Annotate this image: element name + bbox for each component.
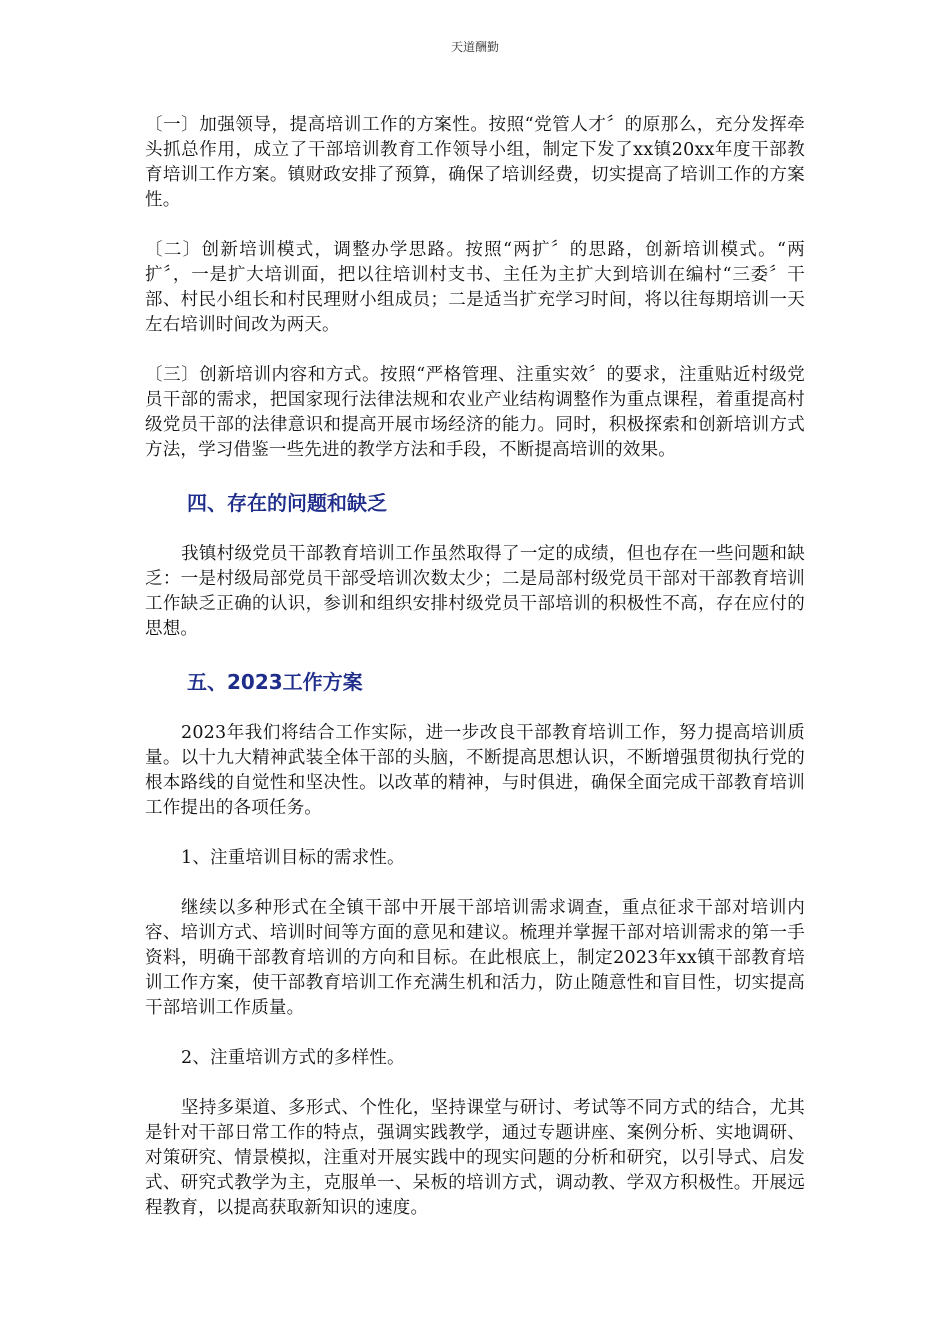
paragraph-problems: 我镇村级党员干部教育培训工作虽然取得了一定的成绩，但也存在一些问题和缺乏：一是村级局部党员干部受培训次数太少；二是局部村级党员干部对干部教育培训工作缺乏正确的认识，参训和组织安排村级党员干部培训的积极性不高，存在应付的思想。 <box>145 544 805 639</box>
page-header: 天道酬勤 <box>450 40 499 54</box>
document-body <box>145 113 805 1246</box>
item-title-diversity: 2、注重培训方式的多样性。 <box>181 1048 405 1068</box>
section-heading-plan: 五、2023工作方案 <box>187 670 363 694</box>
paragraph-leadership: 〔一〕加强领导，提高培训工作的方案性。按照“党管人才〞的原那么，充分发挥牵头抓总作用，成立了干部培训教育工作领导小组，制定下发了xx镇20xx年度干部教育培训工作方案。镇财政安排了预算，确保了培训经费，切实提高了培训工作的方案性。 <box>145 115 805 210</box>
paragraph-training-mode: 〔二〕创新培训模式，调整办学思路。按照“两扩〞的思路，创新培训模式。“两扩〞，一是扩大培训面，把以往培训村支书、主任为主扩大到培训在编村“三委〞干部、村民小组长和村民理财小组成员；二是适当扩充学习时间，将以往每期培训一天左右培训时间改为两天。 <box>145 240 805 335</box>
item-title-demand: 1、注重培训目标的需求性。 <box>181 848 405 868</box>
paragraph-training-content: 〔三〕创新培训内容和方式。按照“严格管理、注重实效〞的要求，注重贴近村级党员干部的需求，把国家现行法律法规和农业产业结构调整作为重点课程，着重提高村级党员干部的法律意识和提高开展市场经济的能力。同时，积极探索和创新培训方式方法，学习借鉴一些先进的教学方法和手段，不断提高培训的效果。 <box>145 365 805 460</box>
section-heading-problems: 四、存在的问题和缺乏 <box>187 491 387 515</box>
paragraph-plan-intro: 2023年我们将结合工作实际，进一步改良干部教育培训工作，努力提高培训质量。以十九大精神武装全体干部的头脑，不断提高思想认识，不断增强贯彻执行党的根本路线的自觉性和坚决性。以改革的精神，与时俱进，确保全面完成干部教育培训工作提出的各项任务。 <box>145 723 805 818</box>
paragraph-demand: 继续以多种形式在全镇干部中开展干部培训需求调查，重点征求干部对培训内容、培训方式、培训时间等方面的意见和建议。梳理并掌握干部对培训需求的第一手资料，明确干部教育培训的方向和目标。在此根底上，制定2023年xx镇干部教育培训工作方案，使干部教育培训工作充满生机和活力，防止随意性和盲目性，切实提高干部培训工作质量。 <box>145 898 805 1018</box>
paragraph-diversity: 坚持多渠道、多形式、个性化，坚持课堂与研讨、考试等不同方式的结合，尤其是针对干部日常工作的特点，强调实践教学，通过专题讲座、案例分析、实地调研、对策研究、情景模拟，注重对开展实践中的现实问题的分析和研究，以引导式、启发式、研究式教学为主，克服单一、呆板的培训方式，调动教、学双方积极性。开展远程教育，以提高获取新知识的速度。 <box>145 1098 805 1218</box>
